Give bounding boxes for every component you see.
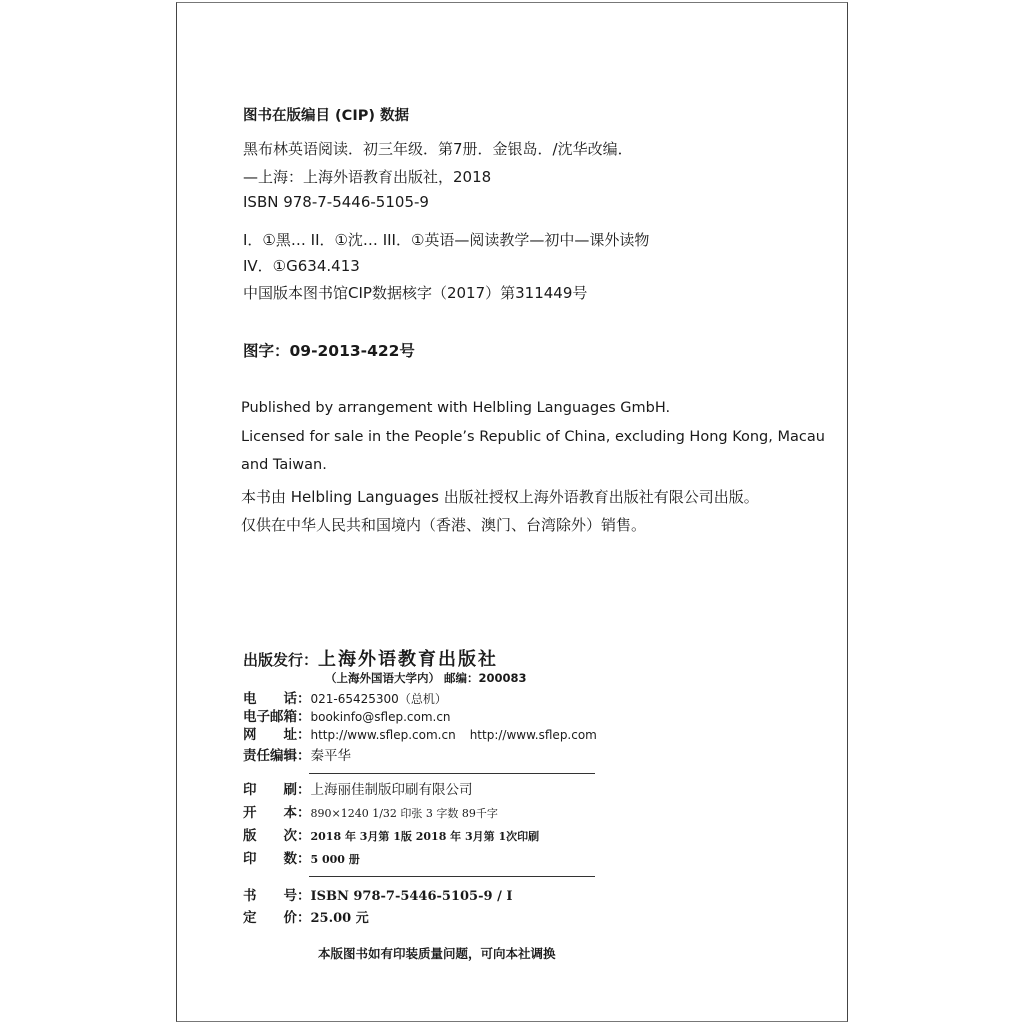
web-value-1: http://www.sflep.com.cn	[310, 728, 456, 742]
phone-value: 021-65425300（总机）	[310, 692, 447, 706]
web-value-2: http://www.sflep.com	[469, 728, 597, 742]
license-line-5: 仅供在中华人民共和国境内（香港、澳门、台湾除外）销售。	[241, 516, 647, 534]
contract-number: 图字：09-2013-422号	[243, 342, 415, 360]
email-label: 电子邮箱：	[243, 709, 311, 725]
editor-label: 责任编辑：	[243, 748, 311, 764]
phone-label: 电 话：	[243, 691, 311, 707]
book-number-value: ISBN 978-7-5446-5105-9 / I	[310, 889, 513, 904]
email-value: bookinfo@sflep.com.cn	[310, 710, 451, 724]
publisher-label: 出版发行：	[243, 651, 319, 669]
book-number-label: 书 号：	[243, 888, 311, 904]
print-run-value: 5 000 册	[310, 853, 360, 866]
printer-label: 印 刷：	[243, 782, 311, 798]
edition-value: 2018 年 3月第 1版 2018 年 3月第 1次印刷	[310, 830, 540, 843]
price-label: 定 价：	[243, 910, 311, 926]
cip-classification-2: IV．①G634.413	[243, 257, 360, 275]
cip-title-line: 黑布林英语阅读．初三年级．第7册．金银岛．/沈华改编．	[243, 140, 633, 158]
license-line-1: Published by arrangement with Helbling Languages GmbH.	[241, 400, 671, 416]
price-value: 25.00 元	[310, 911, 369, 926]
edition-label: 版 次：	[243, 828, 311, 844]
quality-notice: 本版图书如有印装质量问题，可向本社调换	[318, 946, 556, 961]
format-label: 开 本：	[243, 805, 311, 821]
printer-value: 上海丽佳制版印刷有限公司	[310, 782, 473, 798]
license-line-3: and Taiwan.	[241, 457, 327, 473]
license-line-4: 本书由 Helbling Languages 出版社授权上海外语教育出版社有限公司出版。	[241, 488, 759, 506]
publisher-address: （上海外国语大学内） 邮编：200083	[325, 671, 527, 685]
cip-publisher-line: —上海：上海外语教育出版社，2018	[243, 168, 492, 186]
cip-core-number: 中国版本图书馆CIP数据核字（2017）第311449号	[243, 284, 588, 302]
publisher-name: 上海外语教育出版社	[318, 649, 499, 670]
print-run-label: 印 数：	[243, 851, 311, 867]
web-label: 网 址：	[243, 727, 311, 743]
divider-2	[309, 876, 595, 877]
editor-value: 秦平华	[310, 748, 351, 764]
cip-isbn: ISBN 978-7-5446-5105-9	[243, 193, 429, 211]
cip-classification-1: I．①黑… II．①沈… III．①英语—阅读教学—初中—课外读物	[243, 231, 650, 249]
format-value: 890×1240 1/32 印张 3 字数 89千字	[310, 807, 498, 820]
cip-heading: 图书在版编目 (CIP) 数据	[243, 108, 410, 124]
license-line-2: Licensed for sale in the People’s Republic of China, excluding Hong Kong, Macau	[241, 429, 825, 445]
divider-1	[309, 773, 595, 774]
